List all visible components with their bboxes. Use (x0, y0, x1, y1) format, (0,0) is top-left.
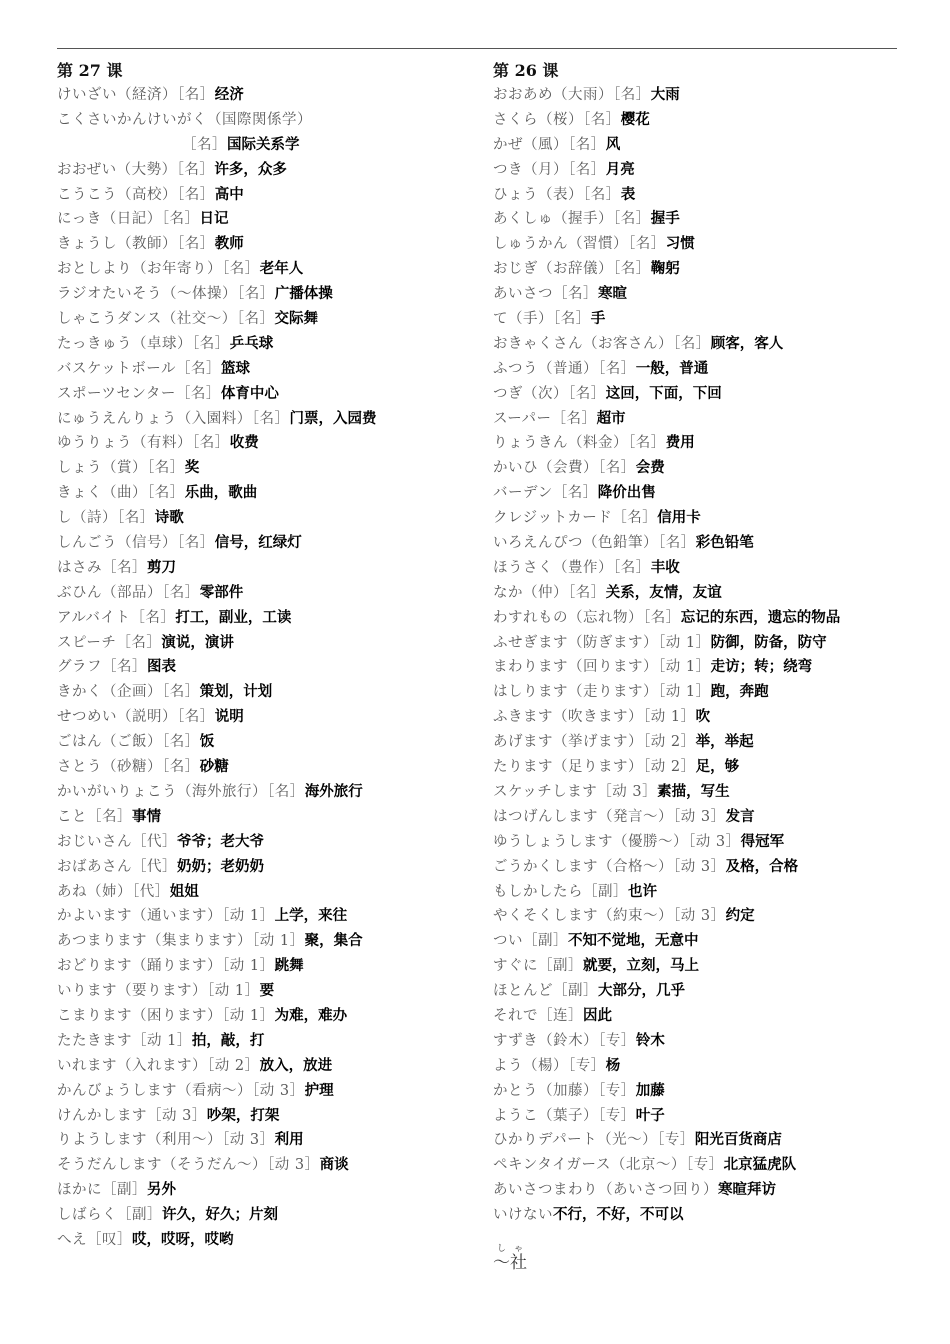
vocab-entry (57, 1203, 477, 1228)
vocab-meaning: 月亮 (605, 160, 635, 178)
vocab-meaning: 足，够 (695, 758, 740, 776)
lesson-26-vocab-list (493, 83, 903, 1228)
vocab-meaning: 习惯 (665, 235, 695, 253)
vocab-meaning: 奶奶；老奶奶 (177, 857, 264, 875)
vocab-entry (493, 456, 903, 481)
vocab-entry (493, 1104, 903, 1129)
vocab-reading: ふきます（吹きます）［动 1］ (493, 709, 696, 726)
vocab-meaning: 饭 (199, 733, 215, 751)
vocab-reading: つき（月）［名］ (493, 161, 606, 178)
vocab-entry (493, 1054, 903, 1079)
vocab-meaning: 铃木 (635, 1031, 665, 1049)
vocab-entry (57, 108, 477, 133)
vocab-meaning: 聚，集合 (304, 932, 363, 950)
vocab-reading: りようします（利用～）［动 3］ (57, 1132, 275, 1149)
vocab-entry (57, 755, 477, 780)
vocab-meaning: 走访；转；绕弯 (710, 658, 813, 676)
vocab-meaning: 风 (605, 135, 621, 153)
vocab-entry (57, 1128, 477, 1153)
vocab-reading: しんごう（信号）［名］ (57, 535, 215, 552)
suffix-sha-entry (493, 1244, 527, 1273)
vocab-entry (57, 929, 477, 954)
vocab-meaning: 砂糖 (199, 758, 229, 776)
vocab-meaning: 也许 (628, 882, 657, 900)
vocab-reading: あいさつ［名］ (493, 286, 598, 303)
vocab-entry (493, 133, 903, 158)
vocab-reading: せつめい（説明）［名］ (57, 709, 215, 726)
vocab-reading: おばあさん［代］ (57, 858, 177, 875)
vocab-reading: ラジオたいそう（～体操）［名］ (57, 286, 275, 303)
vocab-entry (57, 481, 477, 506)
vocab-entry (57, 382, 477, 407)
vocab-entry (57, 431, 477, 456)
vocab-entry (493, 1029, 903, 1054)
vocab-entry (493, 407, 903, 432)
vocab-meaning: 高中 (214, 185, 244, 203)
vocab-meaning: 丰收 (650, 558, 680, 576)
vocab-entry (57, 556, 477, 581)
vocab-reading: アルバイト［名］ (57, 609, 176, 626)
vocab-entry (57, 357, 477, 382)
vocab-reading: クレジットカード［名］ (493, 510, 658, 527)
vocab-meaning: 经济 (214, 86, 244, 103)
vocab-reading: おきゃくさん（お客さん）［名］ (493, 335, 711, 352)
vocab-reading: おじぎ（お辞儀）［名］ (493, 261, 651, 278)
vocab-meaning: 篮球 (220, 359, 250, 377)
vocab-reading: スポーツセンター［名］ (57, 385, 221, 402)
vocab-entry (57, 855, 477, 880)
vocab-entry (57, 133, 477, 158)
vocab-meaning: 拍，敲，打 (191, 1031, 265, 1049)
vocab-entry (57, 506, 477, 531)
vocab-entry (57, 979, 477, 1004)
vocab-entry (57, 407, 477, 432)
vocab-entry (493, 257, 903, 282)
vocab-entry (57, 805, 477, 830)
right-column (493, 58, 903, 1228)
vocab-reading: かんびょうします（看病～）［动 3］ (57, 1082, 305, 1099)
vocab-entry (57, 1228, 477, 1253)
vocab-reading: かいひ（会費）［名］ (493, 460, 636, 477)
vocab-reading: そうだんします（そうだん～）［动 3］ (57, 1157, 320, 1174)
vocab-meaning: 许久，好久；片刻 (162, 1206, 278, 1224)
vocab-reading: まわります（回ります）［动 1］ (493, 659, 711, 676)
vocab-reading: スピーチ［名］ (57, 634, 162, 651)
vocab-entry (493, 158, 903, 183)
vocab-entry (493, 655, 903, 680)
vocab-reading: ほかに［副］ (57, 1182, 147, 1199)
vocab-entry (57, 232, 477, 257)
vocab-meaning: 加藤 (635, 1081, 665, 1099)
vocab-meaning: 哎，哎呀，哎哟 (132, 1230, 234, 1248)
vocab-meaning: 这回，下面，下回 (605, 384, 722, 402)
vocab-entry (57, 83, 477, 108)
vocab-meaning: 大雨 (650, 86, 680, 103)
vocab-entry (493, 954, 903, 979)
vocab-reading: ほうさく（豊作）［名］ (493, 559, 651, 576)
vocab-meaning: 演说，演讲 (161, 633, 234, 651)
vocab-meaning: 吹 (695, 708, 711, 726)
vocab-reading: おじいさん［代］ (57, 833, 177, 850)
left-column (57, 58, 477, 1253)
vocab-entry (493, 1128, 903, 1153)
vocab-meaning: 费用 (665, 434, 695, 452)
vocab-entry (493, 282, 903, 307)
vocab-entry (493, 531, 903, 556)
lesson-27-vocab-list (57, 83, 477, 1253)
vocab-reading: しょう（賞）［名］ (57, 460, 185, 477)
vocab-reading: スケッチします［动 3］ (493, 783, 658, 800)
vocab-entry (493, 232, 903, 257)
vocab-entry (57, 1054, 477, 1079)
vocab-reading: はさみ［名］ (57, 559, 147, 576)
vocab-reading: こまります（困ります）［动 1］ (57, 1007, 275, 1024)
top-rule (57, 48, 897, 49)
vocab-entry (57, 680, 477, 705)
vocab-meaning: 上学，来往 (274, 907, 348, 925)
suffix-sha-text: ～社 (493, 1253, 527, 1273)
vocab-meaning: 表 (620, 185, 636, 203)
vocab-entry (493, 1153, 903, 1178)
vocab-meaning: 寒暄拜访 (718, 1181, 776, 1199)
vocab-meaning: 因此 (583, 1006, 612, 1024)
vocab-meaning: 手 (590, 310, 606, 328)
vocab-entry (493, 631, 903, 656)
vocab-reading: あね（姉）［代］ (57, 883, 170, 900)
vocab-reading: しゅうかん（習慣）［名］ (493, 236, 666, 253)
vocab-entry (493, 904, 903, 929)
vocab-reading: すずき（鈴木）［专］ (493, 1032, 636, 1049)
vocab-reading: たたきます［动 1］ (57, 1032, 192, 1049)
vocab-reading: ごはん（ご飯）［名］ (57, 734, 200, 751)
vocab-meaning: 利用 (274, 1131, 304, 1149)
vocab-reading: あつまります（集まります）［动 1］ (57, 933, 305, 950)
vocab-meaning: 忘记的东西，遗忘的物品 (680, 608, 841, 626)
vocab-reading: つぎ（次）［名］ (493, 385, 606, 402)
vocab-reading: たっきゅう（卓球）［名］ (57, 335, 230, 352)
vocab-meaning: 商谈 (319, 1156, 349, 1174)
vocab-meaning: 要 (259, 982, 275, 1000)
vocab-reading: きょく（曲）［名］ (57, 485, 185, 502)
vocab-meaning: 超市 (596, 409, 626, 427)
vocab-entry (493, 431, 903, 456)
vocab-reading: わすれもの（忘れ物）［名］ (493, 609, 681, 626)
vocab-meaning: 零部件 (199, 583, 244, 601)
vocab-meaning: 护理 (304, 1081, 334, 1099)
vocab-entry (57, 1004, 477, 1029)
vocab-reading: けいざい（経済）［名］ (57, 87, 215, 103)
vocab-entry (493, 1004, 903, 1029)
vocab-reading: あいさつまわり（あいさつ回り） (493, 1182, 718, 1199)
vocab-entry (493, 780, 903, 805)
vocab-entry (57, 1178, 477, 1203)
vocab-entry (57, 780, 477, 805)
vocab-entry (57, 207, 477, 232)
vocab-meaning: 寒暄 (598, 285, 627, 303)
lesson-27-heading: 第 27 课 (57, 61, 123, 80)
vocab-entry (57, 307, 477, 332)
vocab-meaning: 握手 (650, 210, 680, 228)
vocab-reading: し（詩）［名］ (57, 510, 155, 527)
vocab-meaning: 老年人 (259, 260, 304, 278)
vocab-entry (493, 755, 903, 780)
vocab-reading: にっき（日記）［名］ (57, 211, 200, 228)
vocab-meaning: 及格，合格 (725, 857, 799, 875)
vocab-entry (493, 730, 903, 755)
vocab-meaning: 体育中心 (220, 384, 279, 402)
vocab-meaning: 信用卡 (657, 509, 701, 527)
vocab-reading: きかく（企画）［名］ (57, 684, 200, 701)
vocab-meaning: 跳舞 (274, 957, 304, 975)
vocab-entry (57, 581, 477, 606)
vocab-entry (493, 506, 903, 531)
vocab-meaning: 彩色铅笔 (695, 534, 754, 552)
vocab-reading: たります（足ります）［动 2］ (493, 759, 696, 776)
vocab-entry (493, 207, 903, 232)
vocab-meaning: 发言 (725, 807, 755, 825)
vocab-entry (493, 680, 903, 705)
vocab-meaning: 樱花 (620, 110, 650, 128)
vocab-meaning: 国际关系学 (227, 135, 300, 153)
vocab-reading: ひかりデパート（光～）［专］ (493, 1132, 695, 1149)
vocab-entry (57, 880, 477, 905)
vocab-entry (493, 929, 903, 954)
vocab-reading: ペキンタイガース（北京～）［专］ (493, 1157, 724, 1174)
vocab-reading: それで［连］ (493, 1007, 583, 1024)
lesson-26-heading: 第 26 课 (493, 61, 559, 80)
vocab-reading: かよいます（通います）［动 1］ (57, 908, 275, 925)
vocab-meaning: 姐姐 (169, 882, 199, 900)
vocab-reading: ゆうりょう（有料）［名］ (57, 435, 230, 452)
vocab-reading: いけない (493, 1207, 553, 1224)
vocab-entry (57, 332, 477, 357)
vocab-entry (493, 606, 903, 631)
vocab-meaning: 打工，副业，工读 (175, 608, 292, 626)
vocab-meaning: 事情 (132, 807, 161, 825)
vocab-entry (493, 1079, 903, 1104)
vocab-entry (57, 183, 477, 208)
vocab-entry (493, 1178, 903, 1203)
vocab-entry (493, 307, 903, 332)
vocab-reading: バーデン［名］ (493, 485, 598, 502)
vocab-meaning: 约定 (725, 907, 755, 925)
vocab-meaning: 策划，计划 (199, 683, 273, 701)
vocab-reading: いれます（入れます）［动 2］ (57, 1057, 260, 1074)
vocab-meaning: 杨 (605, 1056, 621, 1074)
vocab-entry (493, 108, 903, 133)
vocab-entry (57, 705, 477, 730)
vocab-reading: けんかします［动 3］ (57, 1107, 207, 1124)
vocab-entry (493, 705, 903, 730)
vocab-reading: スーパー［名］ (493, 410, 597, 427)
vocab-meaning: 不行，不好，不可以 (553, 1206, 684, 1224)
vocab-reading: ようこ（葉子）［专］ (493, 1107, 636, 1124)
vocab-entry (493, 855, 903, 880)
vocab-meaning: 叶子 (635, 1106, 665, 1124)
vocab-reading: ひょう（表）［名］ (493, 186, 621, 203)
vocab-entry (57, 456, 477, 481)
vocab-reading: おどります（踊ります）［动 1］ (57, 958, 275, 975)
vocab-meaning: 举，举起 (695, 733, 754, 751)
suffix-sha-reading: しゃ (493, 1244, 527, 1254)
vocab-reading: かいがいりょこう（海外旅行）［名］ (57, 783, 305, 800)
vocab-reading: かとう（加藤）［专］ (493, 1082, 636, 1099)
vocab-reading: ふせぎます（防ぎます）［动 1］ (493, 634, 711, 651)
vocab-entry (493, 1203, 903, 1228)
vocab-entry (57, 1153, 477, 1178)
vocab-entry (57, 1079, 477, 1104)
vocab-reading: ぶひん（部品）［名］ (57, 584, 200, 601)
vocab-reading: ［名］ (182, 136, 227, 153)
vocab-meaning: 信号，红绿灯 (214, 534, 302, 552)
vocab-reading: なか（仲）［名］ (493, 584, 606, 601)
vocab-entry (57, 730, 477, 755)
vocab-entry (57, 606, 477, 631)
vocab-meaning: 鞠躬 (650, 260, 680, 278)
vocab-entry (493, 805, 903, 830)
vocab-meaning: 乒乓球 (229, 334, 274, 352)
vocab-meaning: 防御，防备，防守 (710, 633, 827, 651)
vocab-meaning: 收费 (229, 434, 259, 452)
vocab-entry (493, 357, 903, 382)
vocab-reading: さとう（砂糖）［名］ (57, 759, 200, 776)
vocab-entry (493, 979, 903, 1004)
vocab-entry (493, 332, 903, 357)
vocab-reading: はしります（走ります）［动 1］ (493, 684, 711, 701)
vocab-meaning: 就要，立刻，马上 (583, 957, 699, 975)
vocab-reading: へえ［叹］ (57, 1231, 132, 1248)
vocab-meaning: 为难，难办 (274, 1006, 348, 1024)
vocab-reading: いろえんぴつ（色鉛筆）［名］ (493, 535, 696, 552)
vocab-entry (57, 158, 477, 183)
vocab-meaning: 一般，普通 (635, 359, 709, 377)
vocab-reading: かぜ（風）［名］ (493, 136, 606, 153)
vocab-entry (57, 954, 477, 979)
vocab-meaning: 广播体操 (274, 285, 333, 303)
vocab-reading: ゆうしょうします（優勝～）［动 3］ (493, 833, 741, 850)
vocab-meaning: 得冠军 (740, 832, 785, 850)
vocab-meaning: 奖 (184, 459, 200, 477)
vocab-reading: きょうし（教師）［名］ (57, 236, 215, 253)
vocab-meaning: 不知不觉地，无意中 (568, 932, 699, 950)
vocab-entry (493, 83, 903, 108)
vocab-entry (493, 880, 903, 905)
vocab-reading: あげます（挙げます）［动 2］ (493, 734, 696, 751)
vocab-meaning: 海外旅行 (304, 782, 363, 800)
vocab-reading: ごうかくします（合格～）［动 3］ (493, 858, 726, 875)
vocab-meaning: 另外 (147, 1181, 176, 1199)
vocab-reading: ふつう（普通）［名］ (493, 360, 636, 377)
vocab-meaning: 爷爷；老大爷 (177, 832, 264, 850)
vocab-reading: しばらく［副］ (57, 1207, 162, 1224)
vocab-meaning: 许多，众多 (214, 160, 287, 178)
vocab-reading: ほとんど［副］ (493, 983, 598, 1000)
vocab-reading: もしかしたら［副］ (493, 883, 628, 900)
vocab-entry (57, 282, 477, 307)
vocab-reading: はつげんします（発言～）［动 3］ (493, 808, 726, 825)
vocab-entry (57, 631, 477, 656)
vocab-entry (57, 655, 477, 680)
vocab-meaning: 会费 (635, 459, 665, 477)
vocab-meaning: 诗歌 (154, 509, 184, 527)
vocab-reading: おおあめ（大雨）［名］ (493, 87, 651, 103)
vocab-reading: バスケットボール［名］ (57, 360, 221, 377)
vocab-meaning: 跑，奔跑 (710, 683, 769, 701)
vocab-meaning: 关系，友情，友谊 (605, 583, 722, 601)
vocab-reading: しゃこうダンス（社交～）［名］ (57, 311, 275, 328)
vocab-meaning: 交际舞 (274, 310, 318, 328)
vocab-entry (493, 183, 903, 208)
vocab-meaning: 素描，写生 (657, 782, 730, 800)
vocab-reading: やくそくします（約束～）［动 3］ (493, 908, 726, 925)
vocab-entry (57, 257, 477, 282)
vocab-meaning: 说明 (214, 708, 244, 726)
vocab-entry (493, 382, 903, 407)
vocab-reading: おとしより（お年寄り）［名］ (57, 261, 260, 278)
vocab-entry (57, 830, 477, 855)
vocab-entry (493, 581, 903, 606)
vocab-meaning: 图表 (147, 658, 176, 676)
vocab-entry (493, 556, 903, 581)
vocab-reading: よう（楊）［专］ (493, 1057, 606, 1074)
vocab-entry (57, 1029, 477, 1054)
vocab-meaning: 门票，入园费 (289, 409, 377, 427)
vocab-entry (57, 904, 477, 929)
vocab-entry (57, 531, 477, 556)
vocab-reading: りょうきん（料金）［名］ (493, 435, 666, 452)
vocab-reading: こくさいかんけいがく（国際関係学） (57, 111, 312, 128)
vocab-meaning: 北京猛虎队 (723, 1156, 797, 1174)
vocab-reading: つい［副］ (493, 933, 568, 950)
vocab-meaning: 顾客，客人 (710, 334, 784, 352)
vocab-reading: グラフ［名］ (57, 659, 147, 676)
vocab-reading: こうこう（高校）［名］ (57, 186, 215, 203)
vocab-entry (493, 830, 903, 855)
vocab-meaning: 教师 (214, 235, 244, 253)
vocab-meaning: 放入，放进 (259, 1056, 333, 1074)
vocab-reading: おおぜい（大勢）［名］ (57, 161, 215, 178)
vocab-reading: て（手）［名］ (493, 311, 591, 328)
vocab-reading: さくら（桜）［名］ (493, 111, 621, 128)
vocab-meaning: 乐曲，歌曲 (184, 484, 258, 502)
vocab-meaning: 剪刀 (147, 558, 176, 576)
vocab-entry (493, 481, 903, 506)
vocab-meaning: 大部分，几乎 (598, 982, 685, 1000)
vocab-reading: にゅうえんりょう（入園料）［名］ (57, 410, 290, 427)
vocab-meaning: 日记 (199, 210, 229, 228)
vocab-reading: あくしゅ（握手）［名］ (493, 211, 651, 228)
vocab-reading: すぐに［副］ (493, 958, 583, 975)
vocab-meaning: 吵架，打架 (206, 1106, 280, 1124)
vocab-reading: こと［名］ (57, 808, 132, 825)
vocab-entry (57, 1104, 477, 1129)
vocab-reading: いります（要ります）［动 1］ (57, 983, 260, 1000)
vocab-meaning: 降价出售 (597, 484, 656, 502)
vocab-meaning: 阳光百货商店 (694, 1131, 782, 1149)
